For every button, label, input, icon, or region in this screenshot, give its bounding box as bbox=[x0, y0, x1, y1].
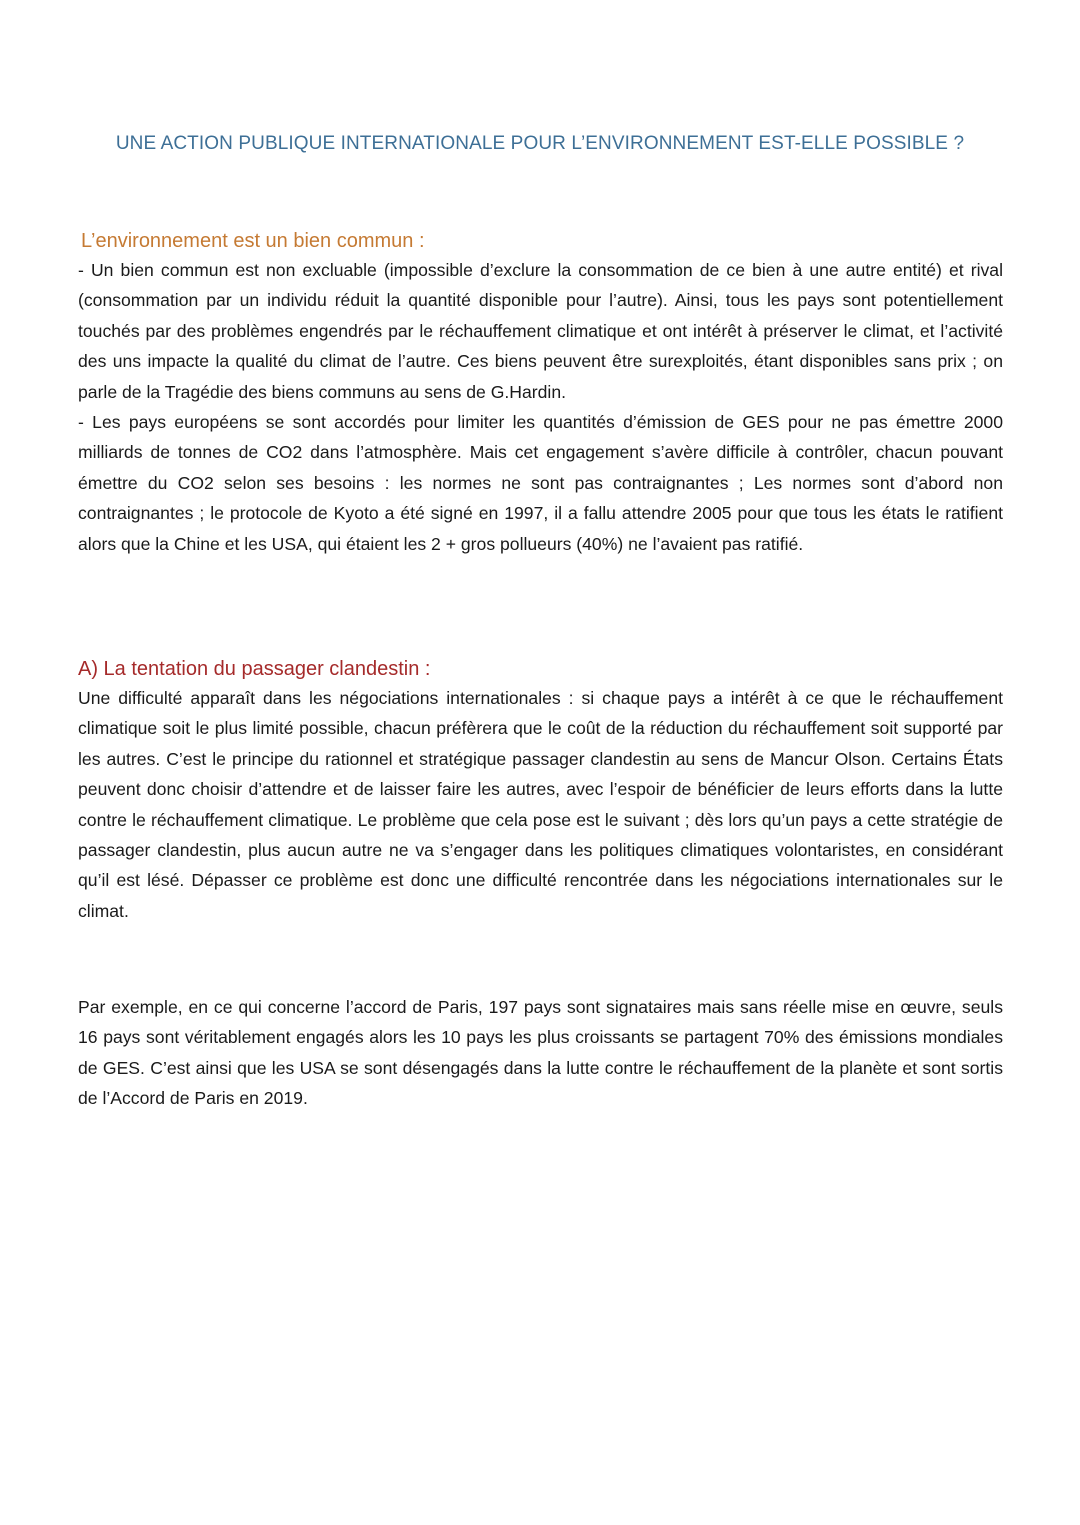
paragraph-passager-clandestin: Une difficulté apparaît dans les négociations internationales : si chaque pays a intérêt à ce que le réchauffement climatique soit le plus limité possible, chacun préfèrera que le coût de la réduction du réchauffement soit supporté par les autres. C’est le principe du rationnel et stratégique passager clandestin au sens de Mancur Olson. Certains États peuvent donc choisir d’attendre et de laisser faire les autres, avec l’espoir de bénéficier de leurs efforts dans la lutte contre le réchauffement climatique. Le problème que cela pose est le suivant ; dès lors qu’un pays a cette stratégie de passager clandestin, plus aucun autre ne va s’engager dans les politiques climatiques volontaristes, en considérant qu’il est lésé. Dépasser ce problème est donc une difficulté rencontrée dans les négociations internationales sur le climat. bbox=[78, 688, 1003, 921]
paragraph-bien-commun-definition: - Un bien commun est non excluable (impossible d’exclure la consommation de ce bien à une autre entité) et rival (consommation par un individu réduit la quantité disponible pour l’autre). Ainsi, tous les pays sont potentiellement touchés par des problèmes engendrés par le réchauffement climatique et ont intérêt à préserver le climat, et l’activité des uns impacte la qualité du climat de l’autre. Ces biens peuvent être surexploités, étant disponibles sans prix ; on parle de la Tragédie des biens communs au sens de G.Hardin. bbox=[78, 260, 1003, 402]
section-accord-paris bbox=[78, 992, 1003, 1114]
document-title: UNE ACTION PUBLIQUE INTERNATIONALE POUR L’ENVIRONNEMENT EST-ELLE POSSIBLE ? bbox=[115, 133, 965, 154]
section-heading-bien-commun: L’environnement est un bien commun : bbox=[81, 230, 425, 252]
paragraph-accord-paris: Par exemple, en ce qui concerne l’accord de Paris, 197 pays sont signataires mais sans réelle mise en œuvre, seuls 16 pays sont véritablement engagés alors les 10 pays les plus croissants se partagent 70% des émissions mondiales de GES. C’est ainsi que les USA se sont désengagés dans la lutte contre le réchauffement de la planète et sont sortis de l’Accord de Paris en 2019. bbox=[78, 997, 1003, 1109]
paragraph-pays-europeens: - Les pays européens se sont accordés pour limiter les quantités d’émission de GES pour ne pas émettre 2000 milliards de tonnes de CO2 dans l’atmosphère. Mais cet engagement s’avère difficile à contrôler, chacun pouvant émettre du CO2 selon ses besoins : les normes ne sont pas contraignantes ; Les normes sont d’abord non contraignantes ; le protocole de Kyoto a été signé en 1997, il a fallu attendre 2005 pour que tous les états le ratifient alors que la Chine et les USA, qui étaient les 2 + gros pollueurs (40%) ne l’avaient pas ratifié. bbox=[78, 412, 1003, 554]
section-bien-commun bbox=[78, 227, 1003, 559]
section-heading-passager-clandestin: A) La tentation du passager clandestin : bbox=[78, 658, 431, 680]
section-passager-clandestin bbox=[78, 655, 1003, 926]
